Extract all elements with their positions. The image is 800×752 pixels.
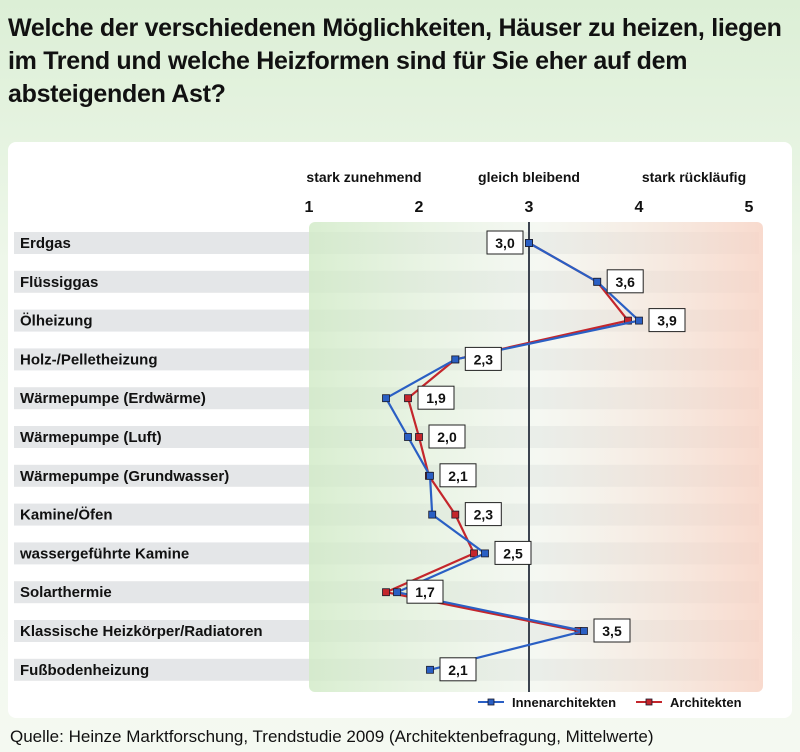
value-label-text: 3,9 (657, 312, 677, 329)
legend-label-innenarchitekten: Innenarchitekten (512, 695, 617, 710)
source-note: Quelle: Heinze Marktforschung, Trendstudie 2009 (Architektenbefragung, Mittelwerte) (10, 727, 654, 746)
x-tick-label: 1 (304, 199, 314, 216)
data-point-architekten (383, 589, 390, 596)
data-point-innenarchitekten (394, 589, 401, 596)
x-tick-label: 4 (634, 199, 644, 216)
data-point-architekten (471, 550, 478, 557)
category-label: Flüssiggas (20, 273, 99, 291)
x-tick-label: 2 (414, 199, 424, 216)
value-label (407, 580, 443, 603)
data-point-architekten (452, 511, 459, 518)
legend (478, 695, 742, 710)
x-tick-label: 5 (744, 199, 754, 216)
data-point-innenarchitekten (405, 434, 412, 441)
category-label: Solarthermie (20, 584, 112, 602)
value-label-text: 2,3 (473, 351, 494, 368)
category-label: Wärmepumpe (Luft) (20, 429, 162, 446)
category-label: Erdgas (20, 235, 71, 252)
value-label (607, 270, 643, 293)
scale-label-center: gleich bleibend (478, 169, 580, 185)
data-point-innenarchitekten (581, 628, 588, 635)
data-point-architekten (405, 395, 412, 402)
category-label: Fußbodenheizung (20, 661, 150, 679)
data-point-innenarchitekten (452, 356, 459, 363)
value-label-text: 2,0 (437, 429, 457, 445)
value-label-text: 1,9 (426, 390, 446, 407)
data-point-architekten (416, 434, 423, 441)
legend-marker-architekten (646, 699, 652, 705)
data-point-innenarchitekten (427, 666, 434, 673)
category-labels (19, 235, 263, 679)
value-label-text: 3,6 (615, 273, 635, 290)
value-label (594, 619, 630, 642)
value-label (440, 658, 476, 681)
value-label-text: 2,1 (448, 467, 468, 484)
legend-label-architekten: Architekten (670, 695, 742, 710)
value-label (487, 231, 523, 254)
category-label: Wärmepumpe (Grundwasser) (20, 467, 230, 485)
category-label: Klassische Heizkörper/Radiatoren (20, 623, 263, 640)
value-label (649, 309, 685, 332)
category-label: Wärmepumpe (Erdwärme) (20, 390, 206, 408)
data-point-innenarchitekten (594, 278, 601, 285)
category-label: wassergeführte Kamine (20, 545, 190, 563)
scale-label-left: stark zunehmend (306, 169, 422, 185)
value-label (495, 541, 531, 564)
legend-marker-innenarchitekten (488, 699, 494, 705)
data-point-innenarchitekten (427, 472, 434, 479)
scale-label-right: stark rückläufig (641, 169, 747, 185)
data-point-innenarchitekten (482, 550, 489, 557)
category-label: Ölheizung (20, 312, 93, 330)
value-label-text: 3,0 (495, 235, 515, 251)
value-label (440, 464, 476, 487)
data-point-innenarchitekten (383, 395, 390, 402)
category-label: Kamine/Öfen (20, 506, 113, 524)
x-tick-label: 3 (524, 199, 534, 216)
value-label-text: 2,1 (448, 661, 468, 678)
value-label (429, 425, 465, 448)
value-label (465, 347, 501, 370)
value-label (465, 503, 501, 526)
value-label (418, 386, 454, 409)
category-label: Holz-/Pelletheizung (20, 351, 158, 369)
value-label-text: 2,5 (503, 545, 523, 562)
data-point-innenarchitekten (526, 240, 533, 247)
data-point-innenarchitekten (636, 317, 643, 324)
value-label-text: 3,5 (602, 623, 622, 639)
value-label-text: 2,3 (473, 506, 494, 523)
value-label-text: 1,7 (415, 584, 435, 601)
chart-title: Welche der verschiedenen Möglichkeiten, Häuser zu heizen, liegen im Trend und welche Heizformen sind für Sie eher auf dem absteigenden Ast? (8, 14, 782, 108)
scale-header (305, 169, 754, 216)
data-point-innenarchitekten (429, 511, 436, 518)
